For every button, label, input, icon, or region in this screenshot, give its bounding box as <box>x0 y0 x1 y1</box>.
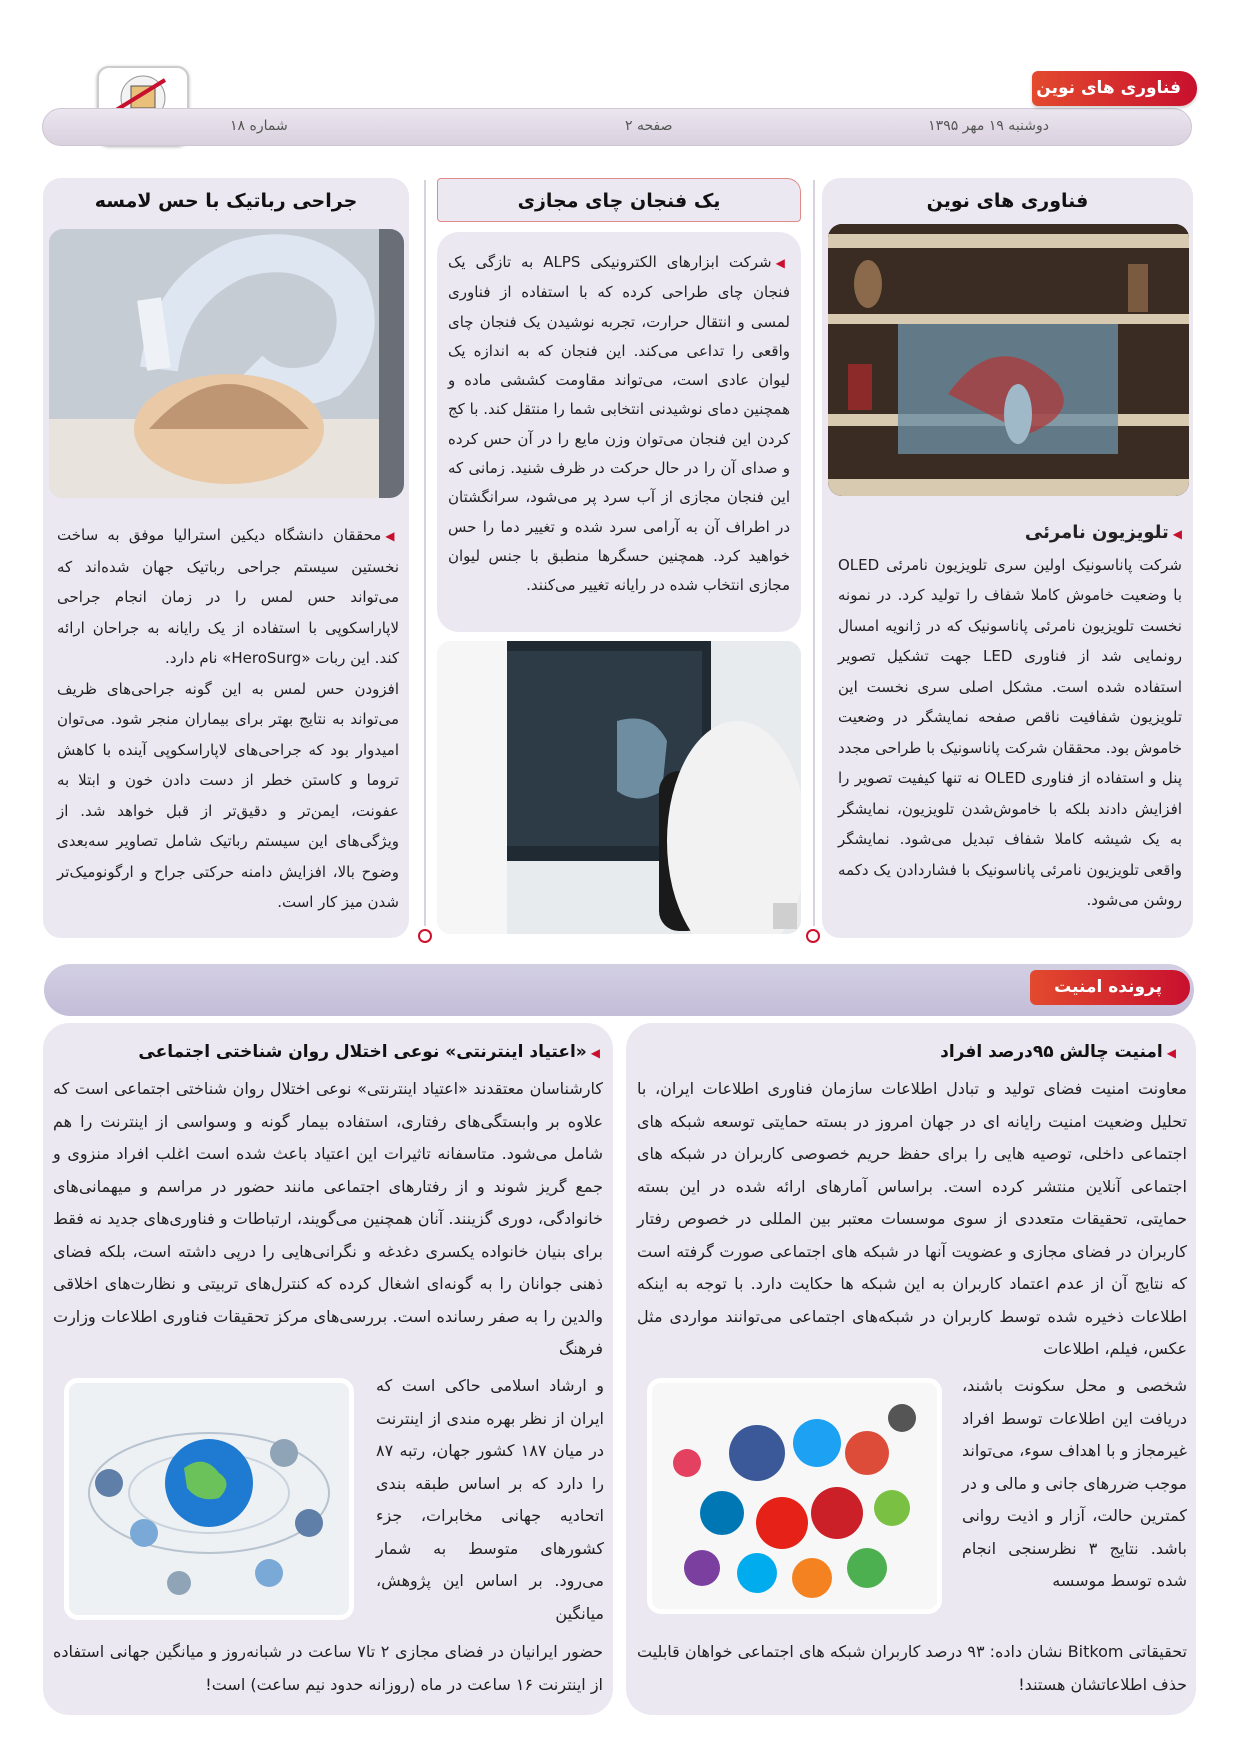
virtual-teacup-photo <box>437 641 801 934</box>
column-divider <box>813 180 815 926</box>
divider-dot-icon <box>806 929 820 943</box>
bullet-triangle-icon: ◀ <box>385 529 399 543</box>
surgery-para-1: محققان دانشگاه دیکین استرالیا موفق به ساخت نخستین سیستم جراحی رباتیک جهان شده‌اند که می‌تواند حس لمس را در زمان انجام جراحی لاپاراسکوپی با استفاده از یک رایانه به جراحان ارائه کند. این ربات «HeroSurg» نام دارد. <box>57 526 399 667</box>
bullet-triangle-icon: ◀ <box>1172 527 1182 541</box>
security-right-body: معاونت امنیت فضای تولید و تبادل اطلاعات سازمان فناوری اطلاعات ایران، با تحلیل وضعیت امنیت رایانه ای در جهان امروز در بسته حمایتی توسعه شبکه های اجتماعی داخلی، توصیه هایی را برای حفظ حریم خصوصی کاربران در شبکه های اجتماعی آنلاین منتشر کرده است. براساس آمارهای ارائه شده در این بسته حمایتی، تحقیقات متعددی از سوی موسسات معتبر بین المللی در خصوص رفتار کاربران در فضای مجازی و عضویت آنها در شبکه های اجتماعی صورت گرفته است که نتایج آن از عدم اعتماد کاربران به این شبکه ها حکایت دارد. با توجه به اینکه اطلاعات ذخیره شده توسط کاربران در شبکه‌های اجتماعی می‌توانند مواردی مثل عکس، فیلم، اطلاعات <box>637 1079 1187 1358</box>
surgery-para-2: افزودن حس لمس به این گونه جراحی‌های ظریف می‌تواند به نتایج بهتر برای بیماران منجر شود. می‌توان امیدوار بود که جراحی‌های لاپاراسکوپی آینده با کاهش تروما و کاستن خطر از دست دادن خون و ابتلا به عفونت، ایمن‌تر و دقیق‌تر از قبل خواهد شد. از ویژگی‌های این سیستم رباتیک شامل تصاویر سه‌بعدی وضوح بالا، افزایش دامنه حرکتی جراح و ارگونومیک‌تر شدن میز کار است. <box>57 679 399 911</box>
issue-date: دوشنبه ۱۹ مهر ۱۳۹۵ <box>928 118 1049 134</box>
bullet-triangle-icon: ◀ <box>1166 1046 1176 1060</box>
social-media-icons-photo <box>647 1378 942 1614</box>
bullet-triangle-icon: ◀ <box>590 1046 600 1060</box>
surgical-robot-photo <box>49 229 404 498</box>
column-right-title: فناوری های نوین <box>926 190 1089 212</box>
column-mid-title: یک فنجان چای مجازی <box>437 178 801 222</box>
security-right-wrap: شخصی و محل سکونت باشند، دریافت این اطلاعات توسط افراد غیرمجاز و با اهداف سوء، می‌تواند موجب ضررهای جانی و مالی و در کمترین حالت، آزار و اذیت روانی باشد. نتایج ۳ نظرسنجی انجام شده توسط موسسه <box>962 1376 1187 1590</box>
divider-dot-icon <box>418 929 432 943</box>
tv-body: شرکت پاناسونیک اولین سری تلویزیون نامرئی OLED با وضعیت خاموش کاملا شفاف را تولید کرد. در نمونه نخست تلویزیون نامرئی پاناسونیک که در ژانویه امسال رونمایی شد از فناوری LED جهت تشکیل تصویر استفاده شده است. مشکل اصلی سری نخست این تلویزیون شفافیت ناقص صفحه نمایشگر در وضعیت خاموش بود. محققان شرکت پاناسونیک با طراحی مجدد پنل و استفاده از فناوری OLED نه تنها کیفیت تصویر را افزایش دادند بلکه با خاموش‌شدن تلویزیون، نمایشگر به یک شیشه کاملا شفاف تبدیل می‌شود. نمایشگر واقعی تلویزیون نامرئی پاناسونیک با فشاردادن یک دکمه روشن می‌شود. <box>838 555 1182 909</box>
tv-subtitle: تلویزیون نامرئی <box>1024 522 1169 543</box>
teacup-article <box>448 248 790 601</box>
security-bar <box>44 964 1194 1016</box>
page-number: صفحه ۲ <box>625 118 673 134</box>
tv-article <box>838 518 1182 916</box>
column-divider <box>424 180 426 926</box>
teacup-body: شرکت ابزارهای الکترونیکی ALPS به تازگی یک فنجان چای طراحی کرده که با استفاده از فناوری لمسی و انتقال حرارت، تجربه نوشیدن یک فنجان چای واقعی را تداعی می‌کند. این فنجان که به اندازه یک لیوان عادی است، می‌تواند مقاومت کششی ماده و همچنین دمای نوشیدنی انتخابی شما را منتقل کند. با کج کردن این فنجان می‌توان وزن مایع را در آن حس کرده و صدای آن را در حال حرکت در ظرف شنید. زمانی که این فنجان مجازی از آب سرد پر می‌شود، سرانگشتان در اطراف آن به آرامی سرد شده و تغییر دما را حس خواهید کرد. همچنین حسگرها منطبق با جنس لیوان مجازی انتخاب شده در رایانه تغییر می‌کنند. <box>448 253 790 595</box>
bullet-triangle-icon: ◀ <box>775 256 790 270</box>
security-right-title: ◀امنیت چالش ۹۵درصد افراد <box>940 1042 1176 1062</box>
header-bar <box>42 108 1192 146</box>
security-tab: پرونده امنیت <box>1030 970 1190 1005</box>
security-left-title: ◀«اعتیاد اینترنتی» نوعی اختلال روان شناختی اجتماعی <box>138 1042 600 1062</box>
security-left-wrap: و ارشاد اسلامی حاکی است که ایران از نظر بهره مندی از اینترنت در میان ۱۸۷ کشور جهان، رتبه ۸۷ را دارد که بر اساس طبقه بندی اتحادیه جهانی مخابرات، جزء کشورهای متوسط به شمار می‌رود. بر اساس این پژوهش، میانگین <box>376 1376 604 1623</box>
surgery-article <box>57 520 399 918</box>
column-left-title: جراحی رباتیک با حس لامسه <box>94 190 358 212</box>
security-left-body: کارشناسان معتقدند «اعتیاد اینترنتی» نوعی اختلال روان شناختی اجتماعی است که علاوه بر وابستگی‌های رفتاری، استفاده بیمار گونه و وسواسی از اینترنت را هم شامل می‌شود. متاسفانه تاثیرات این اعتیاد باعث شده است اغلب افراد منزوی و جمع گریز شوند و از رفتارهای اجتماعی مانند حضور در مراسم و میهمانی‌های خانوادگی، دوری گزینند. آنان همچنین می‌گویند، ارتباطات و فناوری‌های جدید نه فقط برای بنیان خانواده یکسری دغدغه و نگرانی‌هایی را درپی داشته است، بلکه فضای ذهنی جوانان را به گونه‌ای اشغال کرده که کنترل‌های تربیتی و نظارت‌های اخلاقی والدین را به صفر رسانده است. بررسی‌های مرکز تحقیقات فناوری اطلاعات وزارت فرهنگ <box>53 1079 603 1358</box>
security-right-tail: تحقیقاتی Bitkom نشان داده: ۹۳ درصد کاربران شبکه های اجتماعی خواهان قابلیت حذف اطلاعاتشان هستند! <box>637 1642 1188 1694</box>
issue-number: شماره ۱۸ <box>230 118 288 134</box>
security-left-tail: حضور ایرانیان در فضای مجازی ۲ تا۷ ساعت در شبانه‌روز و میانگین جهانی استفاده از اینترنت ۱۶ ساعت در ماه (روزانه حدود نیم ساعت) است! <box>53 1642 604 1694</box>
section-tab: فناوری های نوین <box>1032 71 1197 106</box>
oled-tv-photo <box>828 224 1189 496</box>
internet-globe-photo <box>64 1378 354 1620</box>
